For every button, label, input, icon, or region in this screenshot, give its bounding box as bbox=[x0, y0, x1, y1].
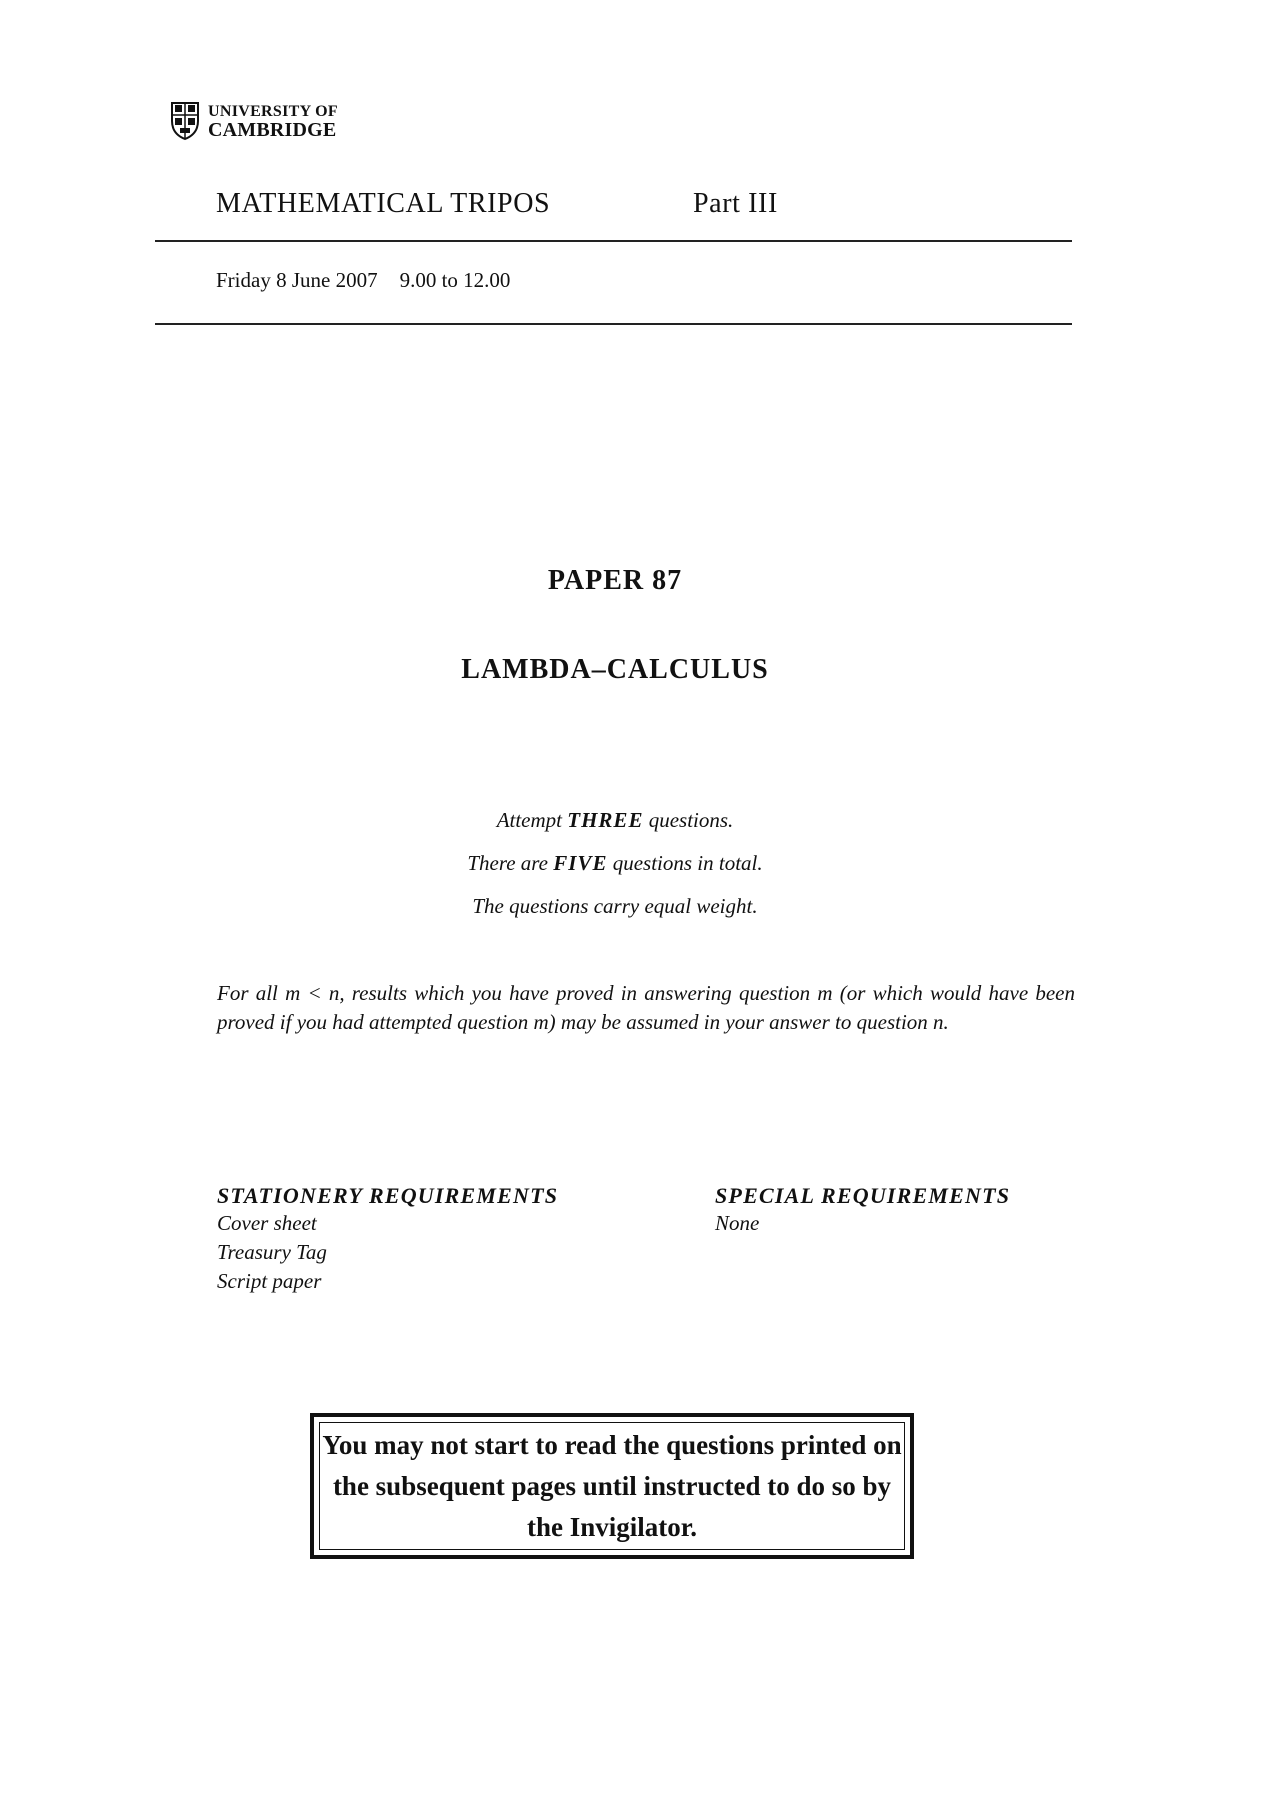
stationery-heading: STATIONERY REQUIREMENTS bbox=[217, 1183, 559, 1208]
instruction-emphasis: FIVE bbox=[553, 851, 608, 875]
special-requirements bbox=[715, 1183, 1010, 1238]
instruction-weight: The questions carry equal weight. bbox=[472, 894, 758, 918]
stationery-item: Treasury Tag bbox=[217, 1240, 327, 1264]
logo-line-1: UNIVERSITY OF bbox=[208, 103, 338, 120]
exam-time: 9.00 to 12.00 bbox=[399, 268, 511, 292]
instruction-attempt bbox=[0, 808, 1230, 833]
instruction-text: Attempt bbox=[496, 808, 563, 832]
exam-part: Part III bbox=[693, 188, 778, 219]
session-line bbox=[216, 268, 510, 293]
logo-wordmark bbox=[208, 102, 338, 140]
instruction-text: questions. bbox=[648, 808, 734, 832]
stationery-item: Cover sheet bbox=[217, 1211, 317, 1235]
instruction-total bbox=[0, 851, 1230, 876]
instruction-text: There are bbox=[467, 851, 549, 875]
stationery-item: Script paper bbox=[217, 1269, 322, 1293]
exam-date: Friday 8 June 2007 bbox=[216, 268, 378, 292]
instruction-text: questions in total. bbox=[612, 851, 763, 875]
paper-title: LAMBDA–CALCULUS bbox=[461, 654, 769, 685]
exam-title: MATHEMATICAL TRIPOS bbox=[216, 188, 551, 219]
invigilator-notice-box bbox=[310, 1413, 914, 1559]
instruction-emphasis: THREE bbox=[567, 808, 644, 832]
special-heading: SPECIAL REQUIREMENTS bbox=[715, 1183, 1011, 1208]
divider-top bbox=[155, 240, 1072, 242]
university-crest-icon bbox=[170, 101, 200, 141]
invigilator-notice: You may not start to read the questions printed on the subsequent pages until instructed to do so by the Invigilator. bbox=[319, 1422, 905, 1550]
university-logo bbox=[170, 100, 338, 142]
divider-bottom bbox=[155, 323, 1072, 325]
paper-number: PAPER 87 bbox=[547, 565, 683, 596]
special-item: None bbox=[715, 1211, 760, 1235]
stationery-requirements bbox=[217, 1183, 558, 1296]
assumption-note: For all m < n, results which you have proved in answering question m (or which would have been proved if you had attempted question m) may be assumed in your answer to question n. bbox=[217, 981, 1075, 1034]
logo-line-2: CAMBRIDGE bbox=[208, 119, 337, 141]
